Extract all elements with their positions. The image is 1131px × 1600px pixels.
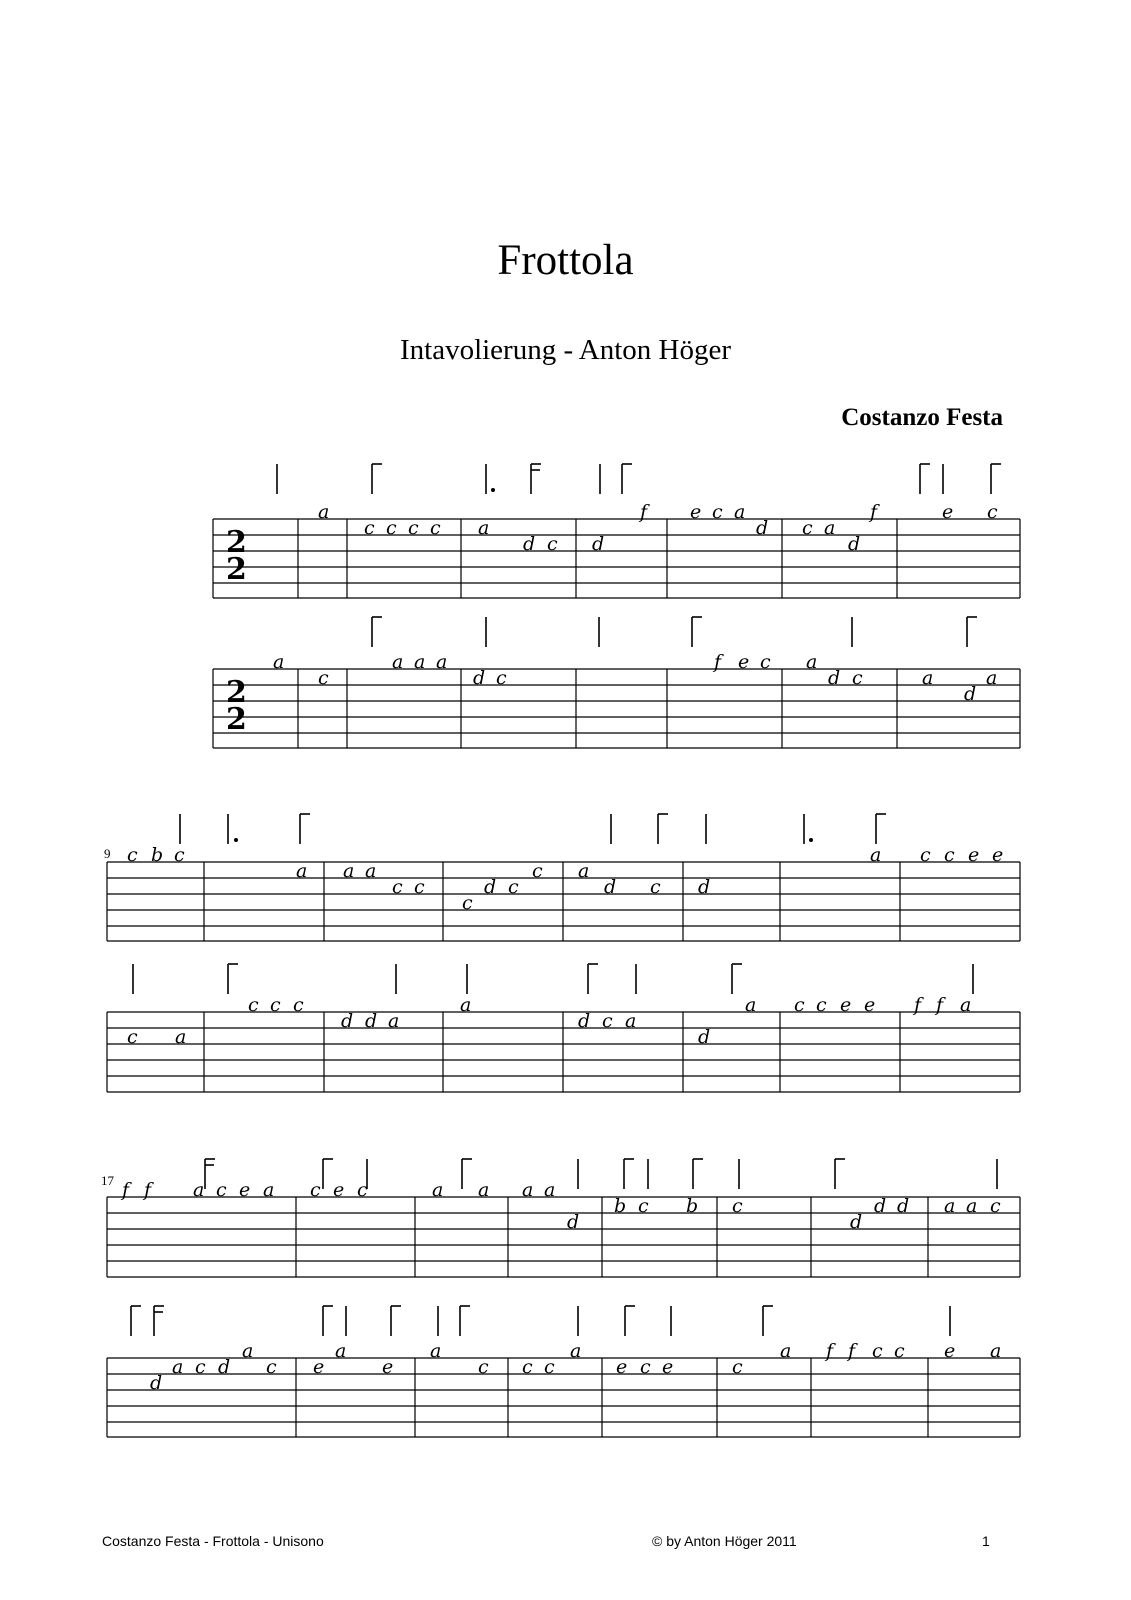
tab-letter: f <box>936 994 944 1016</box>
rhythm-flags-staff-1 <box>277 464 1001 494</box>
tab-letter: c <box>640 1356 651 1378</box>
tab-letter: c <box>386 517 397 539</box>
tab-letter: a <box>436 651 448 673</box>
tab-letter: e <box>864 994 876 1016</box>
tab-letter: d <box>150 1372 163 1394</box>
tab-letter: c <box>794 994 805 1016</box>
tab-letter: e <box>690 501 702 523</box>
tab-letter: c <box>408 517 419 539</box>
tab-letter: a <box>296 860 308 882</box>
time-sig-top-1: 2 <box>226 525 247 560</box>
tab-letter: a <box>780 1340 792 1362</box>
tab-letter: a <box>193 1179 205 1201</box>
tab-letters-system-3-staff-5 <box>120 1179 1001 1233</box>
tab-letter: c <box>462 892 473 914</box>
tab-letter: d <box>850 1211 863 1233</box>
tab-letter: d <box>964 683 977 705</box>
tab-letter: c <box>760 651 771 673</box>
tab-letter: a <box>392 651 404 673</box>
tab-letter: d <box>365 1010 378 1032</box>
footer-left: Costanzo Festa - Frottola - Unisono <box>102 1533 324 1549</box>
tab-letter: e <box>738 651 750 673</box>
tab-letters-system-3-staff-6 <box>150 1340 1001 1394</box>
tab-letter: a <box>175 1026 187 1048</box>
tab-letter: e <box>840 994 852 1016</box>
page-title: Frottola <box>497 237 634 284</box>
tab-letters-system-1-staff-1 <box>318 501 998 555</box>
system-1 <box>213 464 1020 748</box>
tab-letter: a <box>365 860 377 882</box>
tab-letter: e <box>616 1356 628 1378</box>
tab-letter: c <box>248 994 259 1016</box>
tab-letter: e <box>942 501 954 523</box>
rhythm-flags-staff-2 <box>372 617 977 647</box>
tab-letter: f <box>714 651 722 673</box>
tab-letter: c <box>414 876 425 898</box>
tab-letter: a <box>242 1340 254 1362</box>
tab-letter: c <box>310 1179 321 1201</box>
tab-letter: e <box>968 844 980 866</box>
tab-letter: c <box>127 844 138 866</box>
staff-6-lines <box>107 1358 1020 1437</box>
tab-letter: a <box>478 1179 490 1201</box>
tab-letter: a <box>263 1179 275 1201</box>
tab-letter: b <box>686 1195 699 1217</box>
tab-letter: e <box>313 1356 325 1378</box>
tab-letter: f <box>848 1340 856 1362</box>
tab-letter: b <box>614 1195 627 1217</box>
tab-letter: a <box>432 1179 444 1201</box>
tab-letter: c <box>532 860 543 882</box>
tab-letter: d <box>874 1195 887 1217</box>
tab-letter: c <box>270 994 281 1016</box>
tab-letter: a <box>745 994 757 1016</box>
tab-letter: d <box>218 1356 231 1378</box>
tab-letter: c <box>712 501 723 523</box>
tab-letter: e <box>382 1356 394 1378</box>
tab-letter: e <box>662 1356 674 1378</box>
tab-letter: d <box>578 1010 591 1032</box>
tab-letter: f <box>826 1340 834 1362</box>
tab-letter: c <box>802 517 813 539</box>
time-sig-bottom-2: 2 <box>226 702 247 737</box>
tab-letters-system-2-staff-4 <box>127 994 971 1048</box>
tab-letter: c <box>816 994 827 1016</box>
tab-letter: a <box>734 501 746 523</box>
tab-letter: a <box>522 1179 534 1201</box>
tab-letter: a <box>460 994 472 1016</box>
page-subtitle: Intavolierung - Anton Höger <box>399 334 731 366</box>
measure-number-17: 17 <box>101 1173 114 1188</box>
rhythm-flags-staff-5 <box>205 1159 997 1189</box>
tab-letter: a <box>544 1179 556 1201</box>
tab-letter: c <box>602 1010 613 1032</box>
tab-letter: c <box>216 1179 227 1201</box>
tab-letter: c <box>650 876 661 898</box>
tab-letter: a <box>922 667 934 689</box>
tab-letter: a <box>960 994 972 1016</box>
tab-letter: c <box>872 1340 883 1362</box>
tab-letter: c <box>318 667 329 689</box>
tab-letter: c <box>266 1356 277 1378</box>
tab-letter: a <box>430 1340 442 1362</box>
tab-letter: a <box>414 651 426 673</box>
tab-letter: f <box>144 1179 152 1201</box>
tab-letter: f <box>122 1179 130 1201</box>
tab-letter: a <box>990 1340 1002 1362</box>
tab-letter: c <box>478 1356 489 1378</box>
tab-letter: d <box>484 876 497 898</box>
tab-letter: a <box>824 517 836 539</box>
tab-letter: a <box>570 1340 582 1362</box>
tab-letter: a <box>625 1010 637 1032</box>
tab-letter: c <box>195 1356 206 1378</box>
tab-letter: a <box>986 667 998 689</box>
time-sig-bottom-1: 2 <box>226 552 247 587</box>
tab-letter: c <box>732 1195 743 1217</box>
tab-letter: c <box>364 517 375 539</box>
tab-letter: c <box>522 1356 533 1378</box>
tab-letter: c <box>357 1179 368 1201</box>
tab-letter: c <box>894 1340 905 1362</box>
tab-letter: d <box>523 533 536 555</box>
tab-letter: d <box>848 533 861 555</box>
tab-letter: c <box>544 1356 555 1378</box>
tab-letter: c <box>732 1356 743 1378</box>
tab-letter: a <box>806 651 818 673</box>
tab-letter: a <box>273 651 285 673</box>
tab-letter: c <box>547 533 558 555</box>
tab-letter: a <box>944 1195 956 1217</box>
tab-letter: d <box>756 517 769 539</box>
tab-letter: d <box>698 876 711 898</box>
footer-copyright: © by Anton Höger 2011 <box>652 1533 797 1549</box>
tab-letter: c <box>496 667 507 689</box>
tab-letter: d <box>567 1211 580 1233</box>
system-2 <box>107 814 1020 1092</box>
tab-letter: f <box>914 994 922 1016</box>
rhythm-flags-staff-4 <box>133 964 973 994</box>
tab-letter: d <box>828 667 841 689</box>
tab-letter: c <box>127 1026 138 1048</box>
tab-letters-system-1-staff-2 <box>273 651 997 705</box>
tab-letter: a <box>172 1356 184 1378</box>
tab-letter: e <box>333 1179 345 1201</box>
tab-letter: c <box>638 1195 649 1217</box>
rhythm-flags-staff-6 <box>131 1306 950 1336</box>
tab-letter: f <box>640 501 648 523</box>
tab-letter: c <box>293 994 304 1016</box>
tab-letter: c <box>392 876 403 898</box>
staff-2-lines <box>213 669 1020 748</box>
rhythm-flags-staff-3 <box>180 814 886 844</box>
tab-letter: c <box>987 501 998 523</box>
tab-letter: a <box>335 1340 347 1362</box>
tab-letter: d <box>897 1195 910 1217</box>
tab-letter: e <box>239 1179 251 1201</box>
tab-letter: d <box>341 1010 354 1032</box>
tab-letter: a <box>478 517 490 539</box>
tab-letter: c <box>990 1195 1001 1217</box>
tab-letter: d <box>698 1026 711 1048</box>
page-number: 1 <box>982 1533 990 1549</box>
tab-letter: a <box>578 860 590 882</box>
staff-1-lines <box>213 519 1020 598</box>
tab-letter: c <box>430 517 441 539</box>
tab-letter: e <box>944 1340 956 1362</box>
measure-number-9: 9 <box>104 846 111 861</box>
barlines-system-3 <box>107 1197 1020 1437</box>
tab-letters-system-2-staff-3 <box>127 844 1003 914</box>
tab-letter: d <box>604 876 617 898</box>
composer-name: Costanzo Festa <box>841 404 1003 431</box>
tab-letter: c <box>174 844 185 866</box>
tab-letter: a <box>388 1010 400 1032</box>
tab-letter: a <box>966 1195 978 1217</box>
time-sig-top-2: 2 <box>226 675 247 710</box>
tab-letter: e <box>992 844 1004 866</box>
tab-letter: a <box>318 501 330 523</box>
barlines-system-1 <box>213 519 1020 748</box>
tab-letter: c <box>852 667 863 689</box>
tab-letter: c <box>944 844 955 866</box>
tab-letter: f <box>870 501 878 523</box>
tab-letter: c <box>508 876 519 898</box>
tab-letter: c <box>920 844 931 866</box>
tab-letter: a <box>343 860 355 882</box>
tab-letter: d <box>473 667 486 689</box>
barlines-system-2 <box>107 862 1020 1092</box>
tab-letter: a <box>870 844 882 866</box>
tab-letter: d <box>592 533 605 555</box>
tab-letter: b <box>151 844 164 866</box>
